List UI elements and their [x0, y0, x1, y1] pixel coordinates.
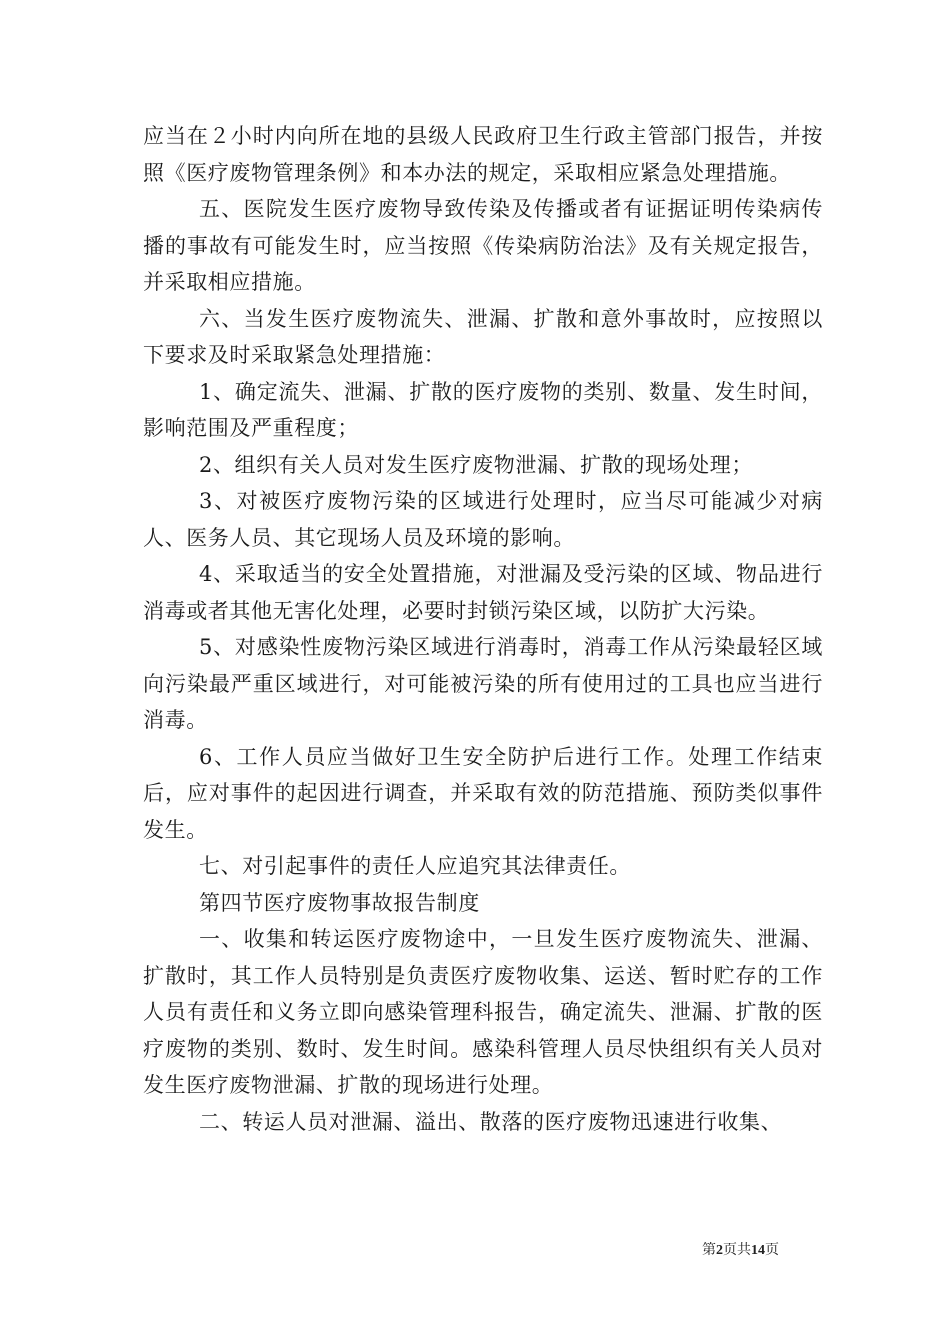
paragraph-subitem-6: 6、工作人员应当做好卫生安全防护后进行工作。处理工作结束后，应对事件的起因进行调查，并采取有效的防范措施、预防类似事件发生。	[143, 744, 823, 842]
footer-prefix: 第	[702, 1242, 716, 1258]
total-page-count: 14	[751, 1243, 765, 1258]
paragraph-subitem-4: 4、采取适当的安全处置措施，对泄漏及受污染的区域、物品进行消毒或者其他无害化处理，必要时封锁污染区域，以防扩大污染。	[143, 562, 823, 623]
paragraph-item-five: 五、医院发生医疗废物导致传染及传播或者有证据证明传染病传播的事故有可能发生时，应当按照《传染病防治法》及有关规定报告，并采取相应措施。	[143, 197, 823, 294]
footer-suffix: 页	[765, 1242, 779, 1258]
paragraph-report-one: 一、收集和转运医疗废物途中，一旦发生医疗废物流失、泄漏、扩散时，其工作人员特别是负责医疗废物收集、运送、暂时贮存的工作人员有责任和义务立即向感染管理科报告，确定流失、泄漏、扩散的医疗废物的类别、数时、发生时间。感染科管理人员尽快组织有关人员对发生医疗废物泄漏、扩散的现场进行处理。	[143, 927, 823, 1097]
page-footer	[702, 1241, 779, 1260]
section-heading: 第四节医疗废物事故报告制度	[199, 890, 480, 915]
footer-middle: 页共	[723, 1242, 751, 1258]
paragraph-continued: 应当在２小时内向所在地的县级人民政府卫生行政主管部门报告，并按照《医疗废物管理条例》和本办法的规定，采取相应紧急处理措施。	[143, 124, 823, 185]
current-page-number: 2	[716, 1243, 723, 1258]
paragraph-subitem-1: 1、确定流失、泄漏、扩散的医疗废物的类别、数量、发生时间，影响范围及严重程度；	[143, 379, 823, 440]
paragraph-report-two: 二、转运人员对泄漏、溢出、散落的医疗废物迅速进行收集、	[199, 1109, 783, 1134]
paragraph-subitem-3: 3、对被医疗废物污染的区域进行处理时，应当尽可能减少对病人、医务人员、其它现场人员及环境的影响。	[143, 489, 823, 550]
paragraph-item-seven: 七、对引起事件的责任人应追究其法律责任。	[199, 854, 631, 878]
paragraph-subitem-2: 2、组织有关人员对发生医疗废物泄漏、扩散的现场处理；	[199, 452, 753, 477]
document-body	[143, 118, 823, 1140]
paragraph-subitem-5: 5、对感染性废物污染区域进行消毒时，消毒工作从污染最轻区域向污染最严重区域进行，对可能被污染的所有使用过的工具也应当进行消毒。	[143, 635, 823, 732]
paragraph-item-six: 六、当发生医疗废物流失、泄漏、扩散和意外事故时，应按照以下要求及时采取紧急处理措施：	[143, 306, 823, 367]
